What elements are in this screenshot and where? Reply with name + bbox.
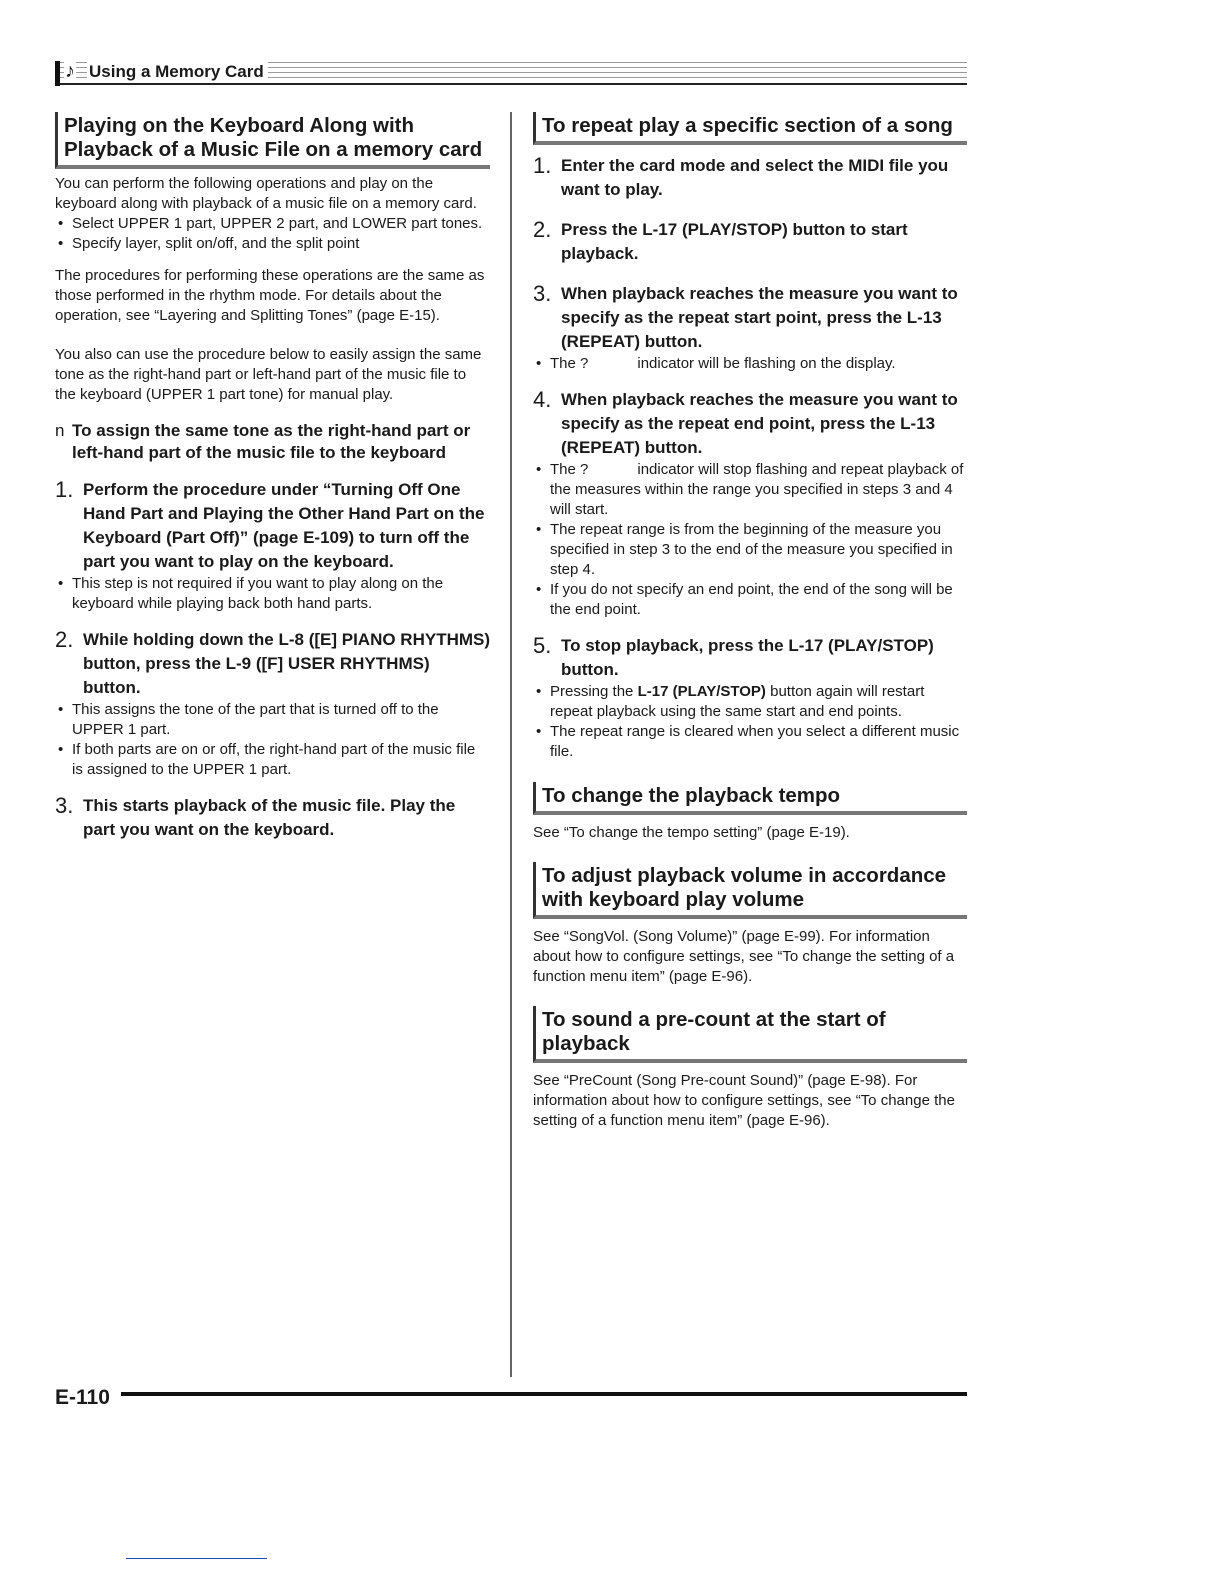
list-item: • The ? indicator will stop flashing and repeat playback of the measures within the range you specified in steps 3 and 4 will start.: [533, 460, 967, 520]
list-item: • This assigns the tone of the part that is turned off to the UPPER 1 part.: [55, 700, 490, 740]
step-notes: [55, 700, 490, 780]
step-number: 2.: [533, 217, 552, 242]
step-4: [533, 388, 967, 620]
list-item: • The repeat range is cleared when you select a different music file.: [533, 722, 967, 762]
step-number: 4.: [533, 387, 552, 412]
section-heading-volume: To adjust playback volume in accordance with keyboard play volume: [533, 862, 967, 919]
column-divider: [510, 112, 512, 1377]
step-text: This starts playback of the music file. Play the part you want on the keyboard.: [83, 796, 456, 839]
music-note-icon: ♪: [65, 60, 75, 82]
volume-paragraph: See “SongVol. (Song Volume)” (page E-99). For information about how to configure settings, see “To change the setting of a function menu item” (page E-96).: [533, 928, 955, 985]
step-text: To stop playback, press the L-17 (PLAY/STOP) button.: [561, 636, 934, 679]
bullet-marker: n: [55, 421, 65, 440]
step-2: [533, 218, 967, 266]
step-5: [533, 634, 967, 762]
step-1: [533, 154, 967, 202]
procedure-paragraph: The procedures for performing these operations are the same as those performed in the rhythm mode. For details about the operation, see “Layering and Splitting Tones” (page E-15).: [55, 267, 485, 324]
step-3: [533, 282, 967, 374]
section-heading-repeat: To repeat play a specific section of a song: [533, 112, 967, 145]
step-text: While holding down the L-8 ([E] PIANO RHYTHMS) button, press the L-9 ([F] USER RHYTHMS) button.: [83, 630, 491, 697]
step-text: Perform the procedure under “Turning Off One Hand Part and Playing the Other Hand Part on the Keyboard (Part Off)” (page E-109) to turn off the part you want to play on the keyboard.: [83, 480, 485, 571]
step-1: [55, 478, 490, 614]
step-text: Press the L-17 (PLAY/STOP) button to start playback.: [561, 220, 908, 263]
header-title: Using a Memory Card: [87, 62, 268, 82]
section-heading-tempo: To change the playback tempo: [533, 782, 967, 815]
step-2: [55, 628, 490, 780]
step-notes: [533, 682, 967, 762]
list-item: • Pressing the L-17 (PLAY/STOP) button again will restart repeat playback using the same start and end points.: [533, 682, 967, 722]
list-item: • The ? indicator will be flashing on the display.: [533, 354, 967, 374]
right-column: [533, 112, 967, 1131]
intro-bullet-list: [55, 214, 490, 254]
left-column: [55, 112, 490, 842]
list-item: • If both parts are on or off, the right-hand part of the music file is assigned to the UPPER 1 part.: [55, 740, 490, 780]
step-notes: [533, 354, 967, 374]
running-header: [55, 58, 967, 86]
step-notes: [533, 460, 967, 620]
step-text: When playback reaches the measure you want to specify as the repeat start point, press the L-13 (REPEAT) button.: [561, 284, 958, 351]
step-number: 1.: [55, 477, 74, 502]
step-number: 5.: [533, 633, 552, 658]
step-text: When playback reaches the measure you want to specify as the repeat end point, press the L-13 (REPEAT) button.: [561, 390, 958, 457]
step-number: 2.: [55, 627, 74, 652]
list-item: • Select UPPER 1 part, UPPER 2 part, and LOWER part tones.: [55, 214, 490, 234]
intro-paragraph: You can perform the following operations and play on the keyboard along with playback of a music file on a memory card.: [55, 175, 477, 212]
section-heading-playing-along: Playing on the Keyboard Along with Playback of a Music File on a memory card: [55, 112, 490, 169]
precount-paragraph: See “PreCount (Song Pre-count Sound)” (page E-98). For information about how to configure settings, see “To change the setting of a function menu item” (page E-96).: [533, 1072, 955, 1129]
assign-paragraph: You also can use the procedure below to easily assign the same tone as the right-hand part or left-hand part of the music file to the keyboard (UPPER 1 part tone) for manual play.: [55, 346, 482, 403]
step-text: Enter the card mode and select the MIDI file you want to play.: [561, 156, 949, 199]
tempo-paragraph: See “To change the tempo setting” (page E-19).: [533, 824, 850, 841]
list-item: • If you do not specify an end point, the end of the song will be the end point.: [533, 580, 967, 620]
step-number: 1.: [533, 153, 552, 178]
footer-link-underline: [126, 1558, 267, 1559]
step-notes: [55, 574, 490, 614]
list-item: • Specify layer, split on/off, and the split point: [55, 234, 490, 254]
page-number: E-110: [55, 1386, 110, 1409]
section-heading-precount: To sound a pre-count at the start of playback: [533, 1006, 967, 1063]
step-3: [55, 794, 490, 842]
step-number: 3.: [55, 793, 74, 818]
step-number: 3.: [533, 281, 552, 306]
sub-heading-assign-tone: n To assign the same tone as the right-hand part or left-hand part of the music file to the keyboard: [55, 421, 471, 462]
header-bar: [55, 61, 60, 86]
list-item: • The repeat range is from the beginning of the measure you specified in step 3 to the end of the measure you specified in step 4.: [533, 520, 967, 580]
list-item: • This step is not required if you want to play along on the keyboard while playing back both hand parts.: [55, 574, 490, 614]
footer-rule: [121, 1392, 967, 1396]
